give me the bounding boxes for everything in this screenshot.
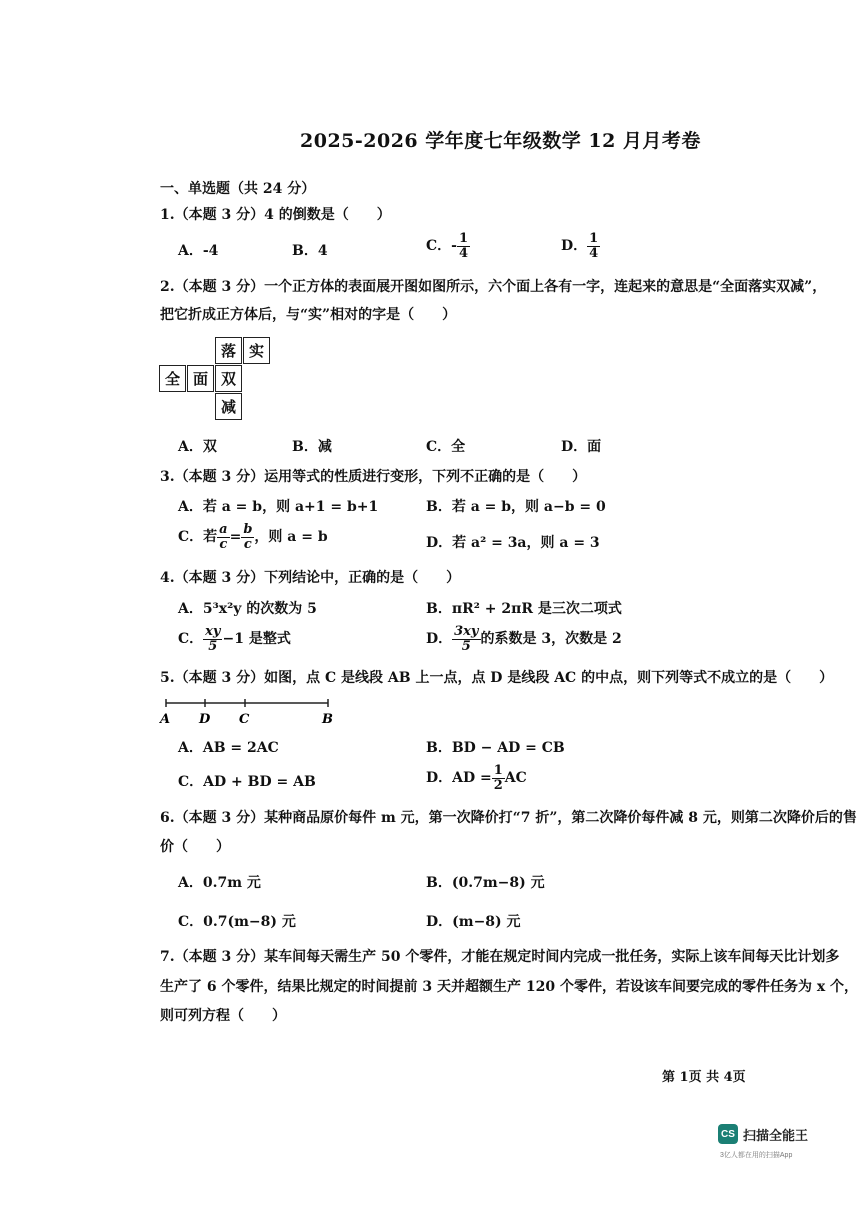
question-5-stem: 5.（本题 3 分）如图，点 C 是线段 AB 上一点，点 D 是线段 AC 的中点，则下列等式不成立的是（ ） bbox=[160, 670, 834, 686]
question-7-stem-line-2: 生产了 6 个零件，结果比规定的时间提前 3 天并超额生产 120 个零件，若设该车间要完成的零件任务为 x 个， bbox=[160, 979, 859, 995]
net-cell: 减 bbox=[215, 393, 242, 420]
point-label-b: B bbox=[322, 712, 333, 727]
q1-option-a: A．-4 bbox=[178, 243, 219, 259]
question-1-stem: 1.（本题 3 分）4 的倒数是（ ） bbox=[160, 207, 391, 223]
q5-option-c: C．AD + BD = AB bbox=[178, 774, 316, 790]
q6-option-d: D．(m−8) 元 bbox=[426, 914, 521, 930]
question-4-stem: 4.（本题 3 分）下列结论中，正确的是（ ） bbox=[160, 570, 461, 586]
question-3-stem: 3.（本题 3 分）运用等式的性质进行变形，下列不正确的是（ ） bbox=[160, 469, 587, 485]
q5-option-a: A．AB = 2AC bbox=[178, 740, 279, 756]
point-label-d: D bbox=[199, 712, 211, 727]
question-2-stem-line-1: 2.（本题 3 分）一个正方体的表面展开图如图所示，六个面上各有一字，连起来的意思是“全面落实双减”， bbox=[160, 279, 827, 295]
cube-net-figure bbox=[159, 337, 279, 423]
q4-option-d: D． $\frac{3xy}{5}$ 的系数是 3，次数是 2 bbox=[426, 624, 622, 654]
question-6-stem-line-2: 价（ ） bbox=[160, 839, 230, 855]
q5-option-d: D．AD = $\frac{1}{2}$ AC bbox=[426, 763, 527, 793]
page-number: 第 1页 共 4页 bbox=[662, 1070, 746, 1085]
q2-option-b: B．减 bbox=[292, 439, 332, 455]
scanner-app-name: 扫描全能王 bbox=[743, 1128, 809, 1143]
scanner-tagline: 3亿人都在用的扫描App bbox=[720, 1152, 793, 1159]
net-cell: 落 bbox=[215, 337, 242, 364]
point-label-c: C bbox=[239, 712, 250, 727]
net-cell: 全 bbox=[159, 365, 186, 392]
q1-option-c: C．- $\frac{1}{4}$ bbox=[426, 231, 468, 261]
q3-option-c: C．若 $\frac{a}{c}$ = $\frac{b}{c}$ ，则 a = b bbox=[178, 522, 328, 552]
q1-option-b: B．4 bbox=[292, 243, 328, 259]
question-6-stem-line-1: 6.（本题 3 分）某种商品原价每件 m 元，第一次降价打“7 折”，第二次降价每件减 8 元，则第二次降价后的售 bbox=[160, 810, 857, 826]
q5-option-b: B．BD − AD = CB bbox=[426, 740, 565, 756]
q2-option-c: C．全 bbox=[426, 439, 466, 455]
q4-option-b: B．πR² + 2πR 是三次二项式 bbox=[426, 601, 622, 617]
q2-option-d: D．面 bbox=[561, 439, 602, 455]
page-title: 2025-2026 学年度七年级数学 12 月月考卷 bbox=[300, 130, 701, 152]
net-cell: 双 bbox=[215, 365, 242, 392]
q2-option-a: A．双 bbox=[178, 439, 217, 455]
q3-option-d: D．若 a² = 3a，则 a = 3 bbox=[426, 535, 600, 551]
net-cell: 实 bbox=[243, 337, 270, 364]
q4-option-a: A．5³x²y 的次数为 5 bbox=[178, 601, 317, 617]
q6-option-a: A．0.7m 元 bbox=[178, 875, 261, 891]
segment-figure bbox=[158, 694, 348, 728]
camscanner-logo-icon: CS bbox=[718, 1124, 738, 1144]
q4-option-c: C． $\frac{xy}{5}$ −1 是整式 bbox=[178, 624, 291, 654]
point-label-a: A bbox=[160, 712, 171, 727]
section-heading: 一、单选题（共 24 分） bbox=[160, 181, 316, 197]
question-7-stem-line-1: 7.（本题 3 分）某车间每天需生产 50 个零件，才能在规定时间内完成一批任务，实际上该车间每天比计划多 bbox=[160, 949, 840, 965]
q1-option-d: D． $\frac{1}{4}$ bbox=[561, 231, 599, 261]
q3-option-a: A．若 a = b，则 a+1 = b+1 bbox=[178, 499, 379, 515]
question-2-stem-line-2: 把它折成正方体后，与“实”相对的字是（ ） bbox=[160, 307, 457, 323]
q6-option-b: B．(0.7m−8) 元 bbox=[426, 875, 545, 891]
q6-option-c: C．0.7(m−8) 元 bbox=[178, 914, 296, 930]
question-7-stem-line-3: 则可列方程（ ） bbox=[160, 1008, 286, 1024]
q3-option-b: B．若 a = b，则 a−b = 0 bbox=[426, 499, 606, 515]
net-cell: 面 bbox=[187, 365, 214, 392]
